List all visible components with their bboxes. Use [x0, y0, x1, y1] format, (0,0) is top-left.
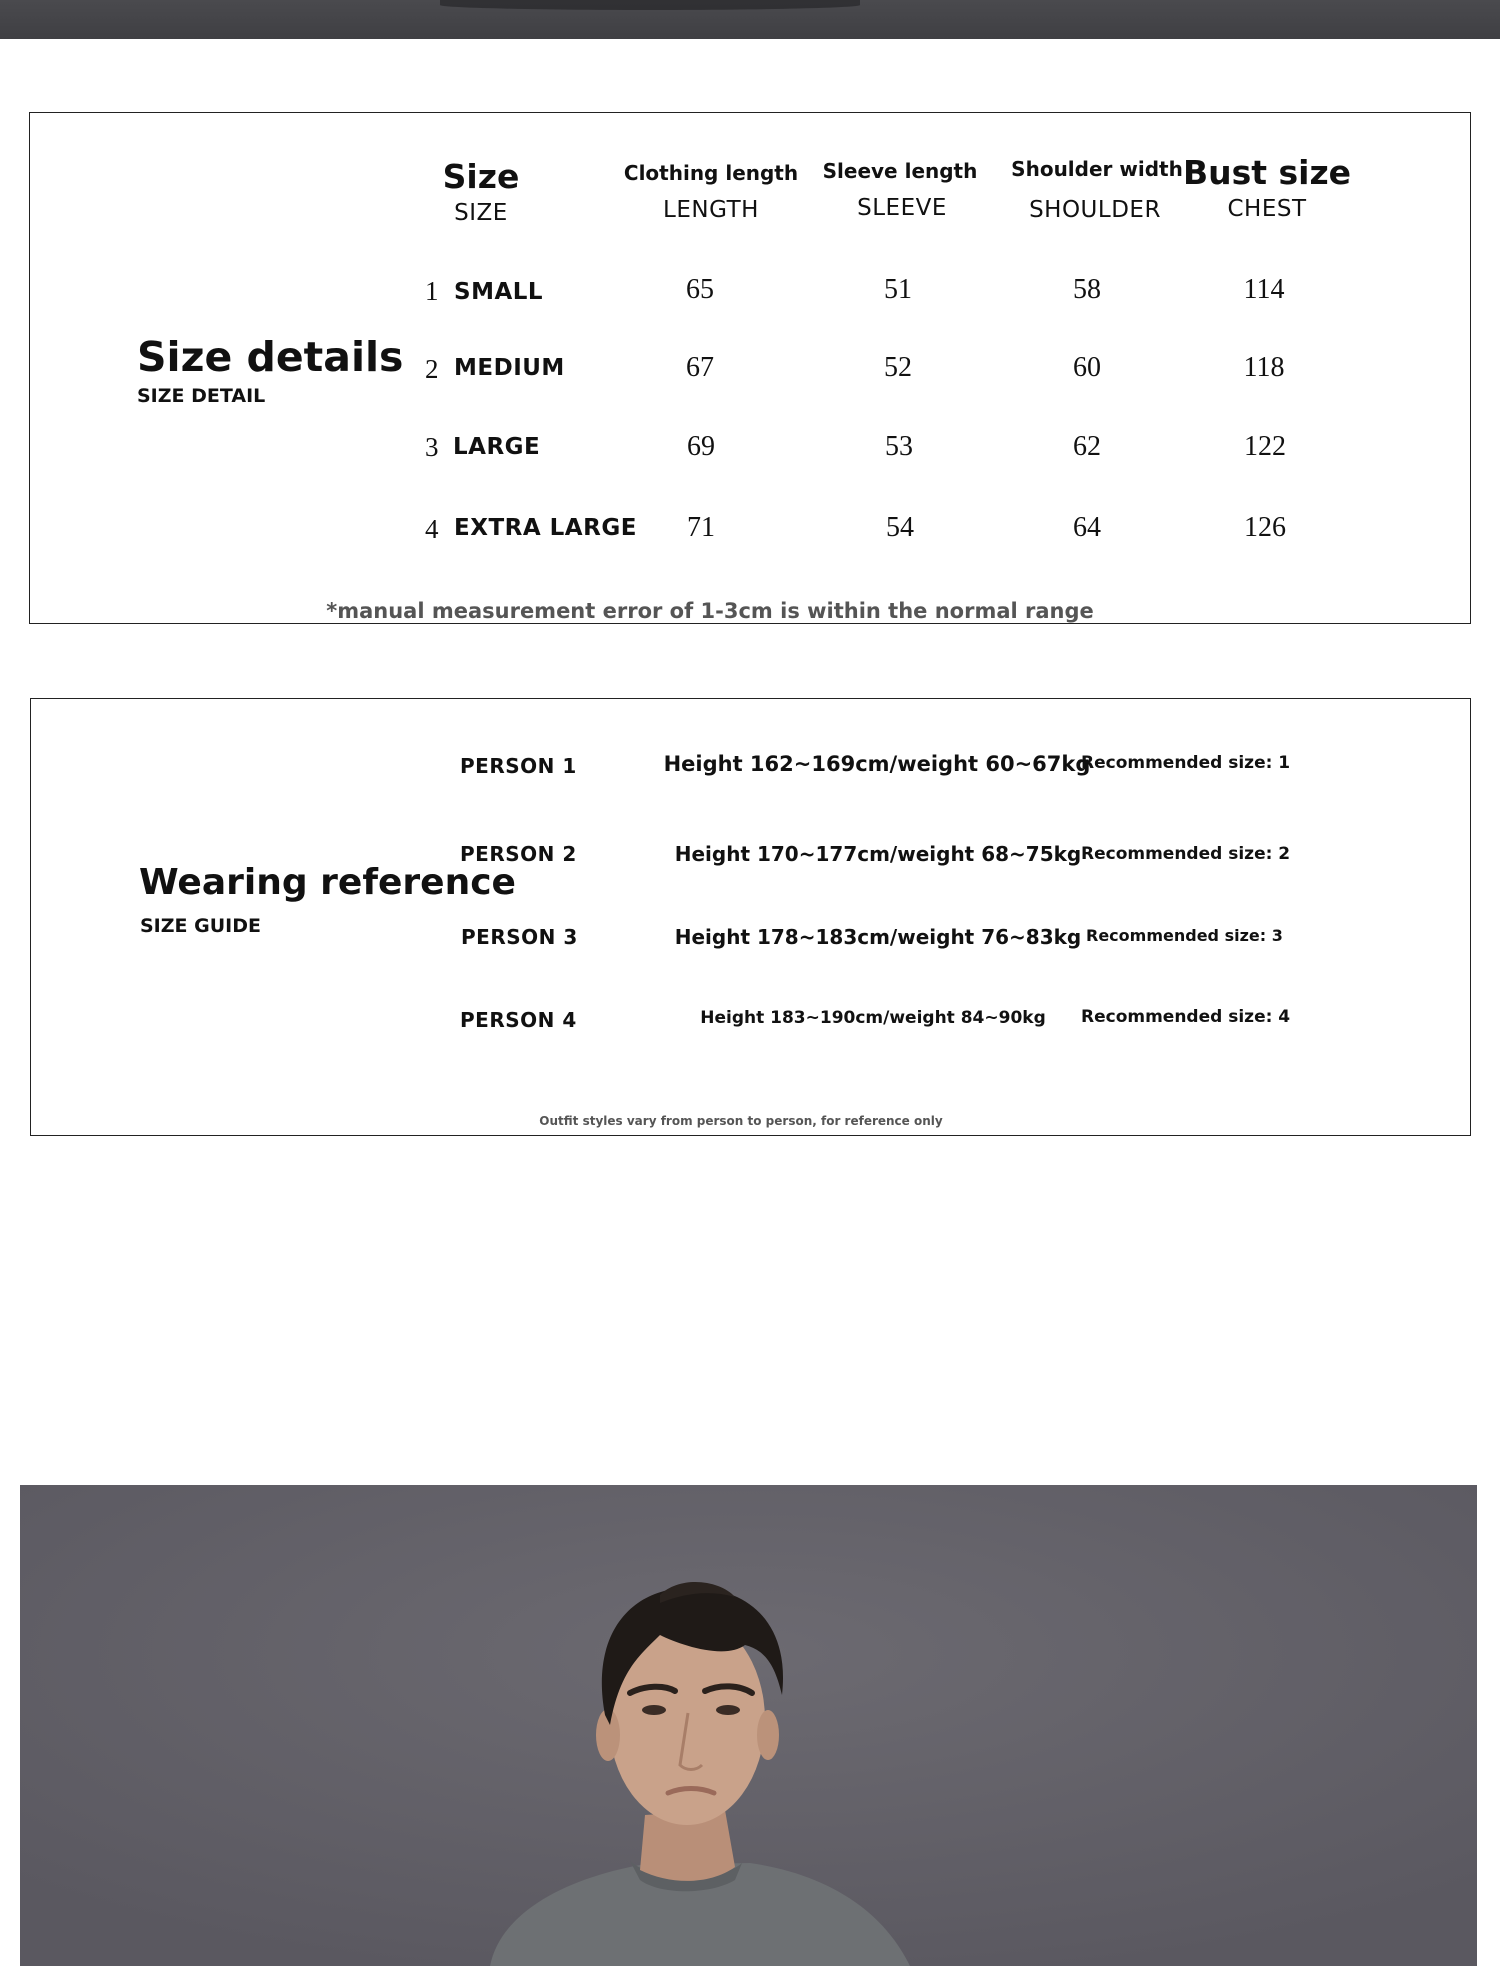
- shoulder-column-sub: SHOULDER: [1029, 197, 1161, 223]
- recommended-size: Recommended size: 4: [1081, 1007, 1291, 1027]
- height-weight-range: Height 170~177cm/weight 68~75kg: [674, 842, 1082, 866]
- length-value: 69: [687, 431, 715, 462]
- wearing-reference-subtitle: SIZE GUIDE: [140, 915, 261, 937]
- height-weight-range: Height 178~183cm/weight 76~83kg: [674, 925, 1082, 949]
- measurement-note: *manual measurement error of 1-3cm is within the normal range: [322, 599, 1098, 623]
- length-value: 65: [686, 274, 714, 305]
- size-row-number: 4: [425, 514, 439, 544]
- wearing-reference-title: Wearing reference: [139, 862, 516, 903]
- size-column-title: Size: [442, 157, 520, 196]
- size-details-title: Size details: [137, 333, 404, 381]
- height-weight-range: Height 162~169cm/weight 60~67kg: [663, 752, 1091, 776]
- chest-value: 126: [1244, 512, 1286, 543]
- sleeve-column-title: Sleeve length: [822, 159, 978, 183]
- sleeve-value: 52: [884, 352, 912, 383]
- recommended-size: Recommended size: 3: [1086, 926, 1283, 945]
- shoulder-value: 58: [1073, 274, 1101, 305]
- size-row-number: 2: [425, 354, 439, 384]
- length-value: 71: [687, 512, 715, 543]
- height-weight-range: Height 183~190cm/weight 84~90kg: [700, 1008, 1046, 1028]
- person-label: PERSON 3: [461, 925, 578, 949]
- person-label: PERSON 1: [460, 754, 577, 778]
- top-photo-strip: [0, 0, 1500, 39]
- outfit-note: Outfit styles vary from person to person, for reference only: [533, 1114, 948, 1128]
- size-row-label: MEDIUM: [454, 355, 565, 381]
- chest-value: 122: [1244, 431, 1286, 462]
- sleeve-value: 53: [885, 431, 913, 462]
- person-label: PERSON 2: [460, 842, 577, 866]
- recommended-size: Recommended size: 2: [1081, 844, 1291, 864]
- chest-value: 118: [1243, 352, 1285, 383]
- size-row-label: EXTRA LARGE: [454, 515, 637, 541]
- size-row-label: LARGE: [453, 434, 541, 460]
- bust-column-title: Bust size: [1182, 153, 1352, 192]
- length-value: 67: [686, 352, 714, 383]
- chest-column-sub: CHEST: [1227, 196, 1307, 222]
- shoulder-value: 62: [1073, 431, 1101, 462]
- length-column-title: Clothing length: [623, 161, 799, 185]
- model-portrait: [20, 1485, 1477, 1966]
- shoulder-value: 64: [1073, 512, 1101, 543]
- chest-value: 114: [1243, 274, 1285, 305]
- size-details-subtitle: SIZE DETAIL: [137, 385, 266, 407]
- shoulder-column-title: Shoulder width: [1011, 157, 1183, 181]
- size-row-number: 3: [425, 432, 439, 462]
- shoulder-value: 60: [1073, 352, 1101, 383]
- sleeve-value: 54: [886, 512, 914, 543]
- sleeve-value: 51: [884, 274, 912, 305]
- length-column-sub: LENGTH: [663, 197, 759, 223]
- person-label: PERSON 4: [460, 1008, 577, 1032]
- recommended-size: Recommended size: 1: [1081, 753, 1291, 773]
- size-column-sub: SIZE: [454, 200, 508, 226]
- sleeve-column-sub: SLEEVE: [857, 195, 947, 221]
- model-photo: [20, 1485, 1477, 1966]
- size-row-label: SMALL: [454, 279, 544, 305]
- top-photo-shadow: [440, 0, 860, 10]
- size-row-number: 1: [425, 276, 439, 306]
